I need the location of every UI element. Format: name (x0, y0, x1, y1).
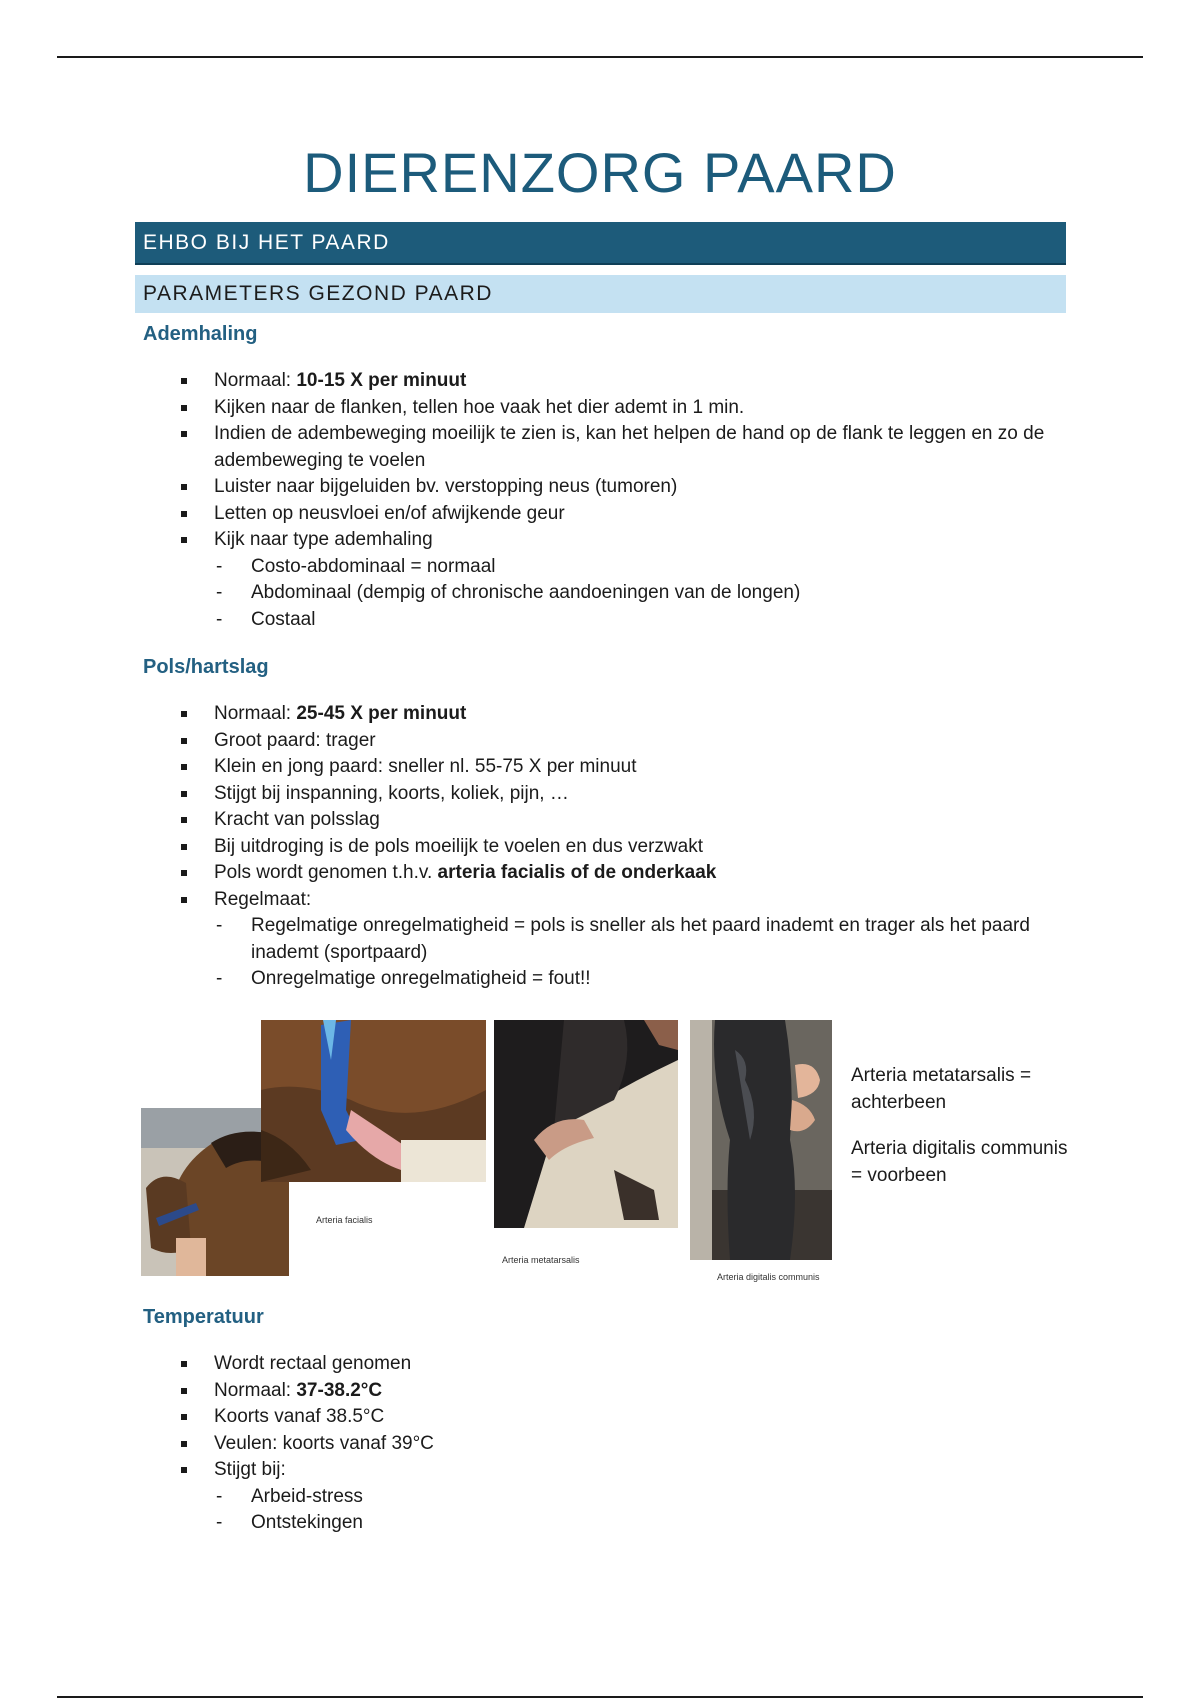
digitalis-photo (690, 1020, 832, 1260)
metatarsalis-note: Arteria metatarsalis = achterbeen (851, 1065, 1032, 1113)
list-item: Indien de adembeweging moeilijk te zien is, kan het helpen de hand op de flank te leggen en zo de adembeweging te voelen (214, 421, 1054, 474)
list-item: Letten op neusvloei en/of afwijkende geur (214, 501, 1054, 528)
facialis-caption: Arteria facialis (316, 1215, 373, 1225)
ademhaling-heading: Ademhaling (143, 323, 258, 345)
list-item: Kijken naar de flanken, tellen hoe vaak het dier ademt in 1 min. (214, 395, 1054, 422)
list-item: Kracht van polsslag (214, 807, 1054, 834)
list-item: Normaal: 37-38.2°C (214, 1378, 1054, 1405)
list-item: Bij uitdroging is de pols moeilijk te voelen en dus verzwakt (214, 834, 1054, 861)
digitalis-note: Arteria digitalis communis = voorbeen (851, 1138, 1068, 1186)
list-item: Klein en jong paard: sneller nl. 55-75 X per minuut (214, 754, 1054, 781)
metatarsalis-photo (494, 1020, 678, 1228)
list-item: - Arbeid-stress (214, 1484, 1054, 1511)
list-item: - Ontstekingen (214, 1510, 1054, 1537)
subsection-header: PARAMETERS GEZOND PAARD (135, 275, 1066, 313)
list-item: - Onregelmatige onregelmatigheid = fout!! (214, 966, 1054, 993)
digitalis-caption: Arteria digitalis communis (717, 1272, 820, 1282)
list-item: Normaal: 10-15 X per minuut (214, 368, 1054, 395)
list-item: Veulen: koorts vanaf 39°C (214, 1431, 1054, 1458)
pols-heading: Pols/hartslag (143, 656, 269, 678)
section-header: EHBO BIJ HET PAARD (135, 222, 1066, 265)
facialis-photo (261, 1020, 486, 1182)
list-item: Luister naar bijgeluiden bv. verstopping neus (tumoren) (214, 474, 1054, 501)
list-item: - Costo-abdominaal = normaal (214, 554, 1054, 581)
page-title: DIERENZORG PAARD (303, 141, 897, 204)
list-item: Groot paard: trager (214, 728, 1054, 755)
list-item: - Abdominaal (dempig of chronische aandoeningen van de longen) (214, 580, 1054, 607)
list-item: Regelmaat: (214, 887, 1054, 914)
temperatuur-heading: Temperatuur (143, 1306, 264, 1328)
list-item: Normaal: 25-45 X per minuut (214, 701, 1054, 728)
top-rule (57, 56, 1143, 58)
list-item: Kijk naar type ademhaling (214, 527, 1054, 554)
temperatuur-list (214, 1351, 1054, 1537)
list-item: Pols wordt genomen t.h.v. arteria facialis of de onderkaak (214, 860, 1054, 887)
metatarsalis-caption: Arteria metatarsalis (502, 1255, 580, 1265)
list-item: Stijgt bij: (214, 1457, 1054, 1484)
ademhaling-list (214, 368, 1054, 633)
list-item: Koorts vanaf 38.5°C (214, 1404, 1054, 1431)
list-item: Wordt rectaal genomen (214, 1351, 1054, 1378)
bottom-rule (57, 1696, 1143, 1698)
pols-list (214, 701, 1054, 993)
list-item: - Regelmatige onregelmatigheid = pols is sneller als het paard inademt en trager als het paard inademt (sportpaard) (214, 913, 1054, 966)
list-item: - Costaal (214, 607, 1054, 634)
list-item: Stijgt bij inspanning, koorts, koliek, pijn, … (214, 781, 1054, 808)
